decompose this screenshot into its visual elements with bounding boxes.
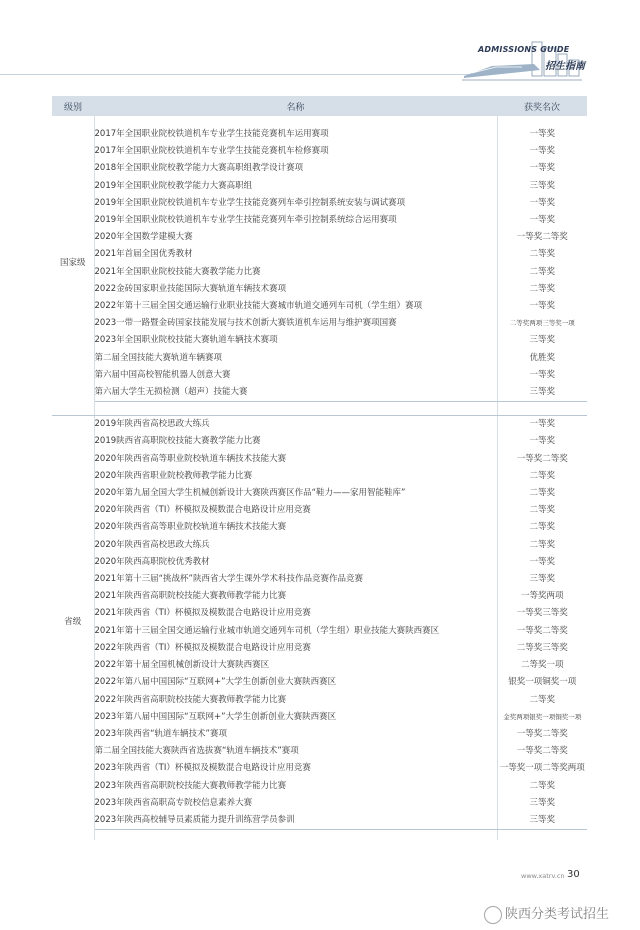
- table-row: [52, 298, 587, 315]
- award-name-cell: 2023年陕西省（TI）杯模拟及模数混合电路设计应用竞赛: [94, 763, 311, 774]
- award-name-cell: 2018年全国职业院校教学能力大赛高职组教学设计赛项: [94, 163, 304, 174]
- guide-title-en: ADMISSIONS GUIDE: [478, 45, 570, 54]
- table-row: [52, 760, 587, 777]
- award-name-cell: 2021年首届全国优秀教材: [94, 249, 193, 260]
- award-rank-cell: 二等奖: [497, 537, 587, 554]
- award-rank-cell: 二等奖: [497, 778, 587, 795]
- table-row: [52, 178, 587, 195]
- award-rank-cell: 一等奖: [497, 126, 587, 143]
- award-rank-cell: 一等奖: [497, 433, 587, 450]
- award-rank-cell: 二等奖: [497, 281, 587, 298]
- table-row: [52, 692, 587, 709]
- award-rank-cell: 一等奖: [497, 195, 587, 212]
- award-rank-cell: 二等奖: [497, 485, 587, 502]
- award-rank-cell: 二等奖: [497, 692, 587, 709]
- table-row: [52, 502, 587, 519]
- award-rank-cell: 三等奖: [497, 178, 587, 195]
- award-rank-cell: 三等奖: [497, 571, 587, 588]
- table-row: [52, 554, 587, 571]
- table-row: [52, 588, 587, 605]
- award-name-cell: 2023一带一路暨金砖国家技能发展与技术创新大赛铁道机车运用与维护赛项国赛: [94, 318, 397, 329]
- page-header: [0, 0, 640, 95]
- award-rank-cell: 二等奖: [497, 519, 587, 536]
- header-rule: [0, 74, 470, 75]
- table-row: [52, 674, 587, 691]
- award-rank-cell: 二等奖一项: [497, 657, 587, 674]
- award-name-cell: 2021年陕西省（TI）杯模拟及模数混合电路设计应用竞赛: [94, 608, 311, 619]
- table-row: [52, 795, 587, 812]
- table-row: [52, 350, 587, 367]
- award-rank-cell: 二等奖: [497, 502, 587, 519]
- award-rank-cell: 一等奖二等奖: [497, 743, 587, 760]
- award-name-cell: 2017年全国职业院校铁道机车专业学生技能竞赛机车运用赛项: [94, 129, 329, 139]
- award-name-cell: 第二届全国技能大赛陕西省选拔赛“轨道车辆技术”赛项: [94, 746, 299, 757]
- award-name-cell: 第二届全国技能大赛轨道车辆赛项: [94, 352, 223, 363]
- table-header-row: [52, 96, 587, 116]
- award-rank-cell: 优胜奖: [497, 350, 587, 367]
- group-spacer: [52, 830, 587, 841]
- award-name-cell: 2021年第十三届全国交通运输行业城市轨道交通列车司机（学生组）职业技能大赛陕西赛区: [94, 625, 440, 636]
- award-rank-cell: 一等奖: [497, 160, 587, 177]
- award-rank-cell: 三等奖: [497, 332, 587, 349]
- page-number: 30: [567, 869, 580, 880]
- award-rank-cell: 三等奖: [497, 812, 587, 830]
- table-row: [52, 709, 587, 726]
- table-row: [52, 778, 587, 795]
- group-spacer: [52, 402, 587, 416]
- level-cell: 省级: [52, 416, 94, 830]
- award-rank-cell: 二等奖两项三等奖一项: [497, 315, 587, 332]
- table-row: [52, 143, 587, 160]
- award-name-cell: 2020年陕西省职业院校教师教学能力比赛: [94, 470, 253, 481]
- table-row: [52, 126, 587, 143]
- award-rank-cell: 银奖一项铜奖一项: [497, 674, 587, 691]
- table-row: [52, 571, 587, 588]
- award-rank-cell: 一等奖: [497, 143, 587, 160]
- weibo-icon: [484, 906, 502, 924]
- award-name-cell: 2020年陕西省高等职业院校轨道车辆技术技能大赛: [94, 453, 287, 464]
- table-row: [52, 812, 587, 830]
- table-row: [52, 519, 587, 536]
- award-rank-cell: 一等奖二等奖: [497, 229, 587, 246]
- table-row: [52, 384, 587, 402]
- award-rank-cell: 三等奖: [497, 795, 587, 812]
- award-name-cell: 2023年陕西高校辅导员素质能力提升训练营学员参训: [94, 812, 497, 830]
- award-rank-cell: 二等奖: [497, 264, 587, 281]
- table-row: [52, 640, 587, 657]
- award-name-cell: 2023年第八届中国国际“互联网+”大学生创新创业大赛陕西赛区: [94, 711, 337, 722]
- award-name-cell: 第六届大学生无损检测（超声）技能大赛: [94, 384, 497, 402]
- footer-url: www.xatrv.cn: [521, 872, 565, 880]
- award-name-cell: 2020年陕西省高校思政大练兵: [94, 539, 210, 550]
- watermark-text: 陕西分类考试招生: [505, 907, 610, 922]
- award-rank-cell: 一等奖二等奖: [497, 726, 587, 743]
- award-rank-cell: 一等奖一项二等奖两项: [497, 760, 587, 777]
- watermark: [484, 903, 609, 924]
- table-row: [52, 623, 587, 640]
- award-name-cell: 2019年全国职业院校教学能力大赛高职组: [94, 180, 253, 191]
- group-spacer: [52, 116, 587, 126]
- award-rank-cell: 一等奖二等奖: [497, 451, 587, 468]
- award-rank-cell: 金奖两项银奖一项铜奖一项: [497, 709, 587, 726]
- table-row: [52, 264, 587, 281]
- table-row: [52, 246, 587, 263]
- table-row: [52, 332, 587, 349]
- award-rank-cell: 一等奖: [497, 298, 587, 315]
- award-rank-cell: 二等奖: [497, 468, 587, 485]
- award-rank-cell: 一等奖: [497, 212, 587, 229]
- guide-title-cn: 招生指南: [545, 61, 585, 72]
- award-name-cell: 2022年陕西省（TI）杯模拟及模数混合电路设计应用竞赛: [94, 642, 311, 653]
- award-name-cell: 2019陕西省高职院校技能大赛教学能力比赛: [94, 436, 261, 447]
- level-column-header: 级别: [52, 96, 94, 116]
- award-name-cell: 2019年全国职业院校铁道机车专业学生技能竞赛列车牵引控制系统综合运用赛项: [94, 215, 397, 226]
- table-row: [52, 726, 587, 743]
- award-rank-cell: 二等奖: [497, 246, 587, 263]
- table-row: [52, 657, 587, 674]
- award-name-cell: 2022年陕西省高职院校技能大赛教师教学能力比赛: [94, 694, 287, 705]
- name-column-header: 名称: [94, 96, 497, 116]
- award-rank-cell: 二等奖三等奖: [497, 640, 587, 657]
- table-row: [52, 160, 587, 177]
- table-row: [52, 537, 587, 554]
- award-name-cell: 2022金砖国家职业技能国际大赛轨道车辆技术赛项: [94, 283, 287, 294]
- award-name-cell: 2017年全国职业院校铁道机车专业学生技能竞赛机车检修赛项: [94, 146, 329, 157]
- award-name-cell: 2020年陕西省（TI）杯模拟及模数混合电路设计应用竞赛: [94, 505, 311, 516]
- table-row: [52, 367, 587, 384]
- table-row: [52, 485, 587, 502]
- award-name-cell: 2021年全国职业院校技能大赛教学能力比赛: [94, 266, 261, 277]
- award-rank-cell: 一等奖两项: [497, 588, 587, 605]
- table-body: [52, 116, 587, 840]
- table-row: [52, 433, 587, 450]
- table-row: [52, 315, 587, 332]
- award-name-cell: 2022年第十三届全国交通运输行业职业技能大赛城市轨道交通列车司机（学生组）赛项: [94, 301, 423, 312]
- table-row: [52, 743, 587, 760]
- award-name-cell: 2020年陕西省高等职业院校轨道车辆技术技能大赛: [94, 522, 287, 533]
- award-rank-cell: 一等奖: [497, 554, 587, 571]
- table-row: [52, 605, 587, 622]
- award-name-cell: 2022年第十届全国机械创新设计大赛陕西赛区: [94, 660, 270, 671]
- award-rank-cell: 一等奖二等奖: [497, 623, 587, 640]
- award-name-cell: 2023年陕西省“轨道车辆技术”赛项: [94, 728, 227, 739]
- level-cell: 国家级: [52, 126, 94, 402]
- table-row: [52, 281, 587, 298]
- award-name-cell: 2021年第十三届“挑战杯”陕西省大学生课外学术科技作品竞赛作品竞赛: [94, 574, 363, 585]
- award-name-cell: 2020年全国数学建模大赛: [94, 232, 193, 243]
- table-row: [52, 416, 587, 434]
- award-name-cell: 2023年全国职业院校技能大赛轨道车辆技术赛项: [94, 335, 278, 346]
- awards-table: [52, 96, 587, 840]
- award-rank-cell: 一等奖: [497, 416, 587, 434]
- award-name-cell: 2021年陕西省高职院校技能大赛教师教学能力比赛: [94, 591, 287, 602]
- award-rank-cell: 一等奖三等奖: [497, 605, 587, 622]
- table-row: [52, 195, 587, 212]
- table-row: [52, 468, 587, 485]
- table-row: [52, 229, 587, 246]
- award-rank-cell: 一等奖: [497, 367, 587, 384]
- award-name-cell: 2019年陕西省高校思政大练兵: [94, 419, 210, 430]
- table-row: [52, 451, 587, 468]
- award-name-cell: 2019年全国职业院校铁道机车专业学生技能竞赛列车牵引控制系统安装与调试赛项: [94, 197, 406, 208]
- table-row: [52, 212, 587, 229]
- award-name-cell: 2023年陕西省高职院校技能大赛教师教学能力比赛: [94, 780, 287, 791]
- award-name-cell: 2020年陕西高职院校优秀教材: [94, 556, 210, 567]
- award-rank-cell: 三等奖: [497, 384, 587, 402]
- award-name-cell: 2022年第八届中国国际“互联网+”大学生创新创业大赛陕西赛区: [94, 677, 337, 688]
- award-name-cell: 第六届中国高校智能机器人创意大赛: [94, 369, 231, 380]
- award-column-header: 获奖名次: [497, 96, 587, 116]
- award-name-cell: 2023年陕西省高职高专院校信息素养大赛: [94, 797, 253, 808]
- award-name-cell: 2020年第九届全国大学生机械创新设计大赛陕西赛区作品“鞋力——家用智能鞋库”: [94, 488, 406, 499]
